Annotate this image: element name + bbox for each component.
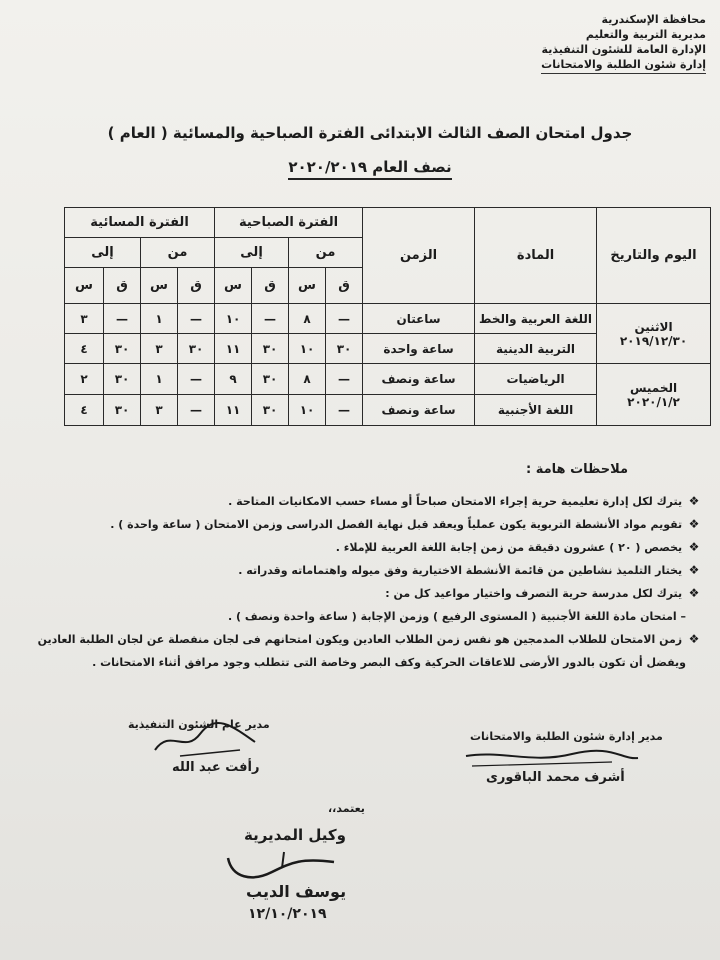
deputy-name: يوسف الديب xyxy=(246,882,347,901)
time-cell: ٣ xyxy=(141,395,178,426)
notes-list xyxy=(37,490,702,674)
time-cell: ٣٠ xyxy=(252,364,289,395)
time-cell: ٣٠ xyxy=(252,395,289,426)
time-cell: — xyxy=(326,395,363,426)
time-cell: ٣٠ xyxy=(104,364,141,395)
time-cell: ٣ xyxy=(65,304,104,334)
header-minute: ق xyxy=(104,268,141,304)
letterhead-line-4: إدارة شئون الطلبة والامتحانات xyxy=(541,57,706,74)
time-cell: ٣٠ xyxy=(104,395,141,426)
header-duration: الزمن xyxy=(363,208,475,304)
approval-label: يعتمد،، xyxy=(328,802,365,815)
time-cell: ٤ xyxy=(65,395,104,426)
time-cell: — xyxy=(178,364,215,395)
signature-date: ١٢/١٠/٢٠١٩ xyxy=(248,906,327,922)
list-item: ❖ زمن الامتحان للطلاب المدمجين هو نفس زمن الطلاب العادين ويكون امتحانهم فى لجان منفصلة عن لجان الطلبة العادين xyxy=(62,628,702,651)
list-item-continuation: ويفضل أن تكون بالدور الأرضى للاعاقات الحركية وكف البصر وخاصة التى تتطلب وجود مرافق أثناء الامتحانات . xyxy=(92,656,686,669)
left-signatory-name: رأفت عبد الله xyxy=(172,760,260,775)
list-item: ❖ يخصص ( ٢٠ ) عشرون دقيقة من زمن إجابة اللغة العربية للإملاء . xyxy=(62,536,702,559)
list-item: ❖ يترك لكل إدارة تعليمية حرية إجراء الامتحان صباحاً أو مساء حسب الامكانيات المتاحة . xyxy=(62,490,702,513)
diamond-bullet-icon: ❖ xyxy=(688,540,700,554)
subject-cell: اللغة الأجنبية xyxy=(475,395,597,426)
time-cell: ١١ xyxy=(215,395,252,426)
time-cell: ١٠ xyxy=(289,395,326,426)
date-label: ٢٠٢٠/١/٢ xyxy=(627,394,680,409)
right-signature-icon xyxy=(462,748,642,770)
left-signature-icon xyxy=(150,720,260,760)
time-cell: ٨ xyxy=(289,364,326,395)
letterhead-line-3: الإدارة العامة للشئون التنفيذية xyxy=(541,43,706,56)
time-cell: — xyxy=(326,304,363,334)
header-minute: ق xyxy=(178,268,215,304)
day-date-cell xyxy=(597,304,711,364)
header-hour: س xyxy=(141,268,178,304)
header-subject: المادة xyxy=(475,208,597,304)
date-label: ٢٠١٩/١٢/٣٠ xyxy=(619,333,688,348)
time-cell: ١ xyxy=(141,364,178,395)
left-signatory-title: مدير عام الشئون التنفيذية xyxy=(128,718,270,731)
subject-cell: اللغة العربية والخط xyxy=(475,304,597,334)
right-signatory-title: مدير إدارة شئون الطلبة والامتحانات xyxy=(470,730,663,743)
time-cell: — xyxy=(104,304,141,334)
letterhead-line-1: محافظة الإسكندرية xyxy=(601,13,706,26)
list-item: ❖ تقويم مواد الأنشطة التربوية يكون عملياً ويعقد قبل نهاية الفصل الدراسى وزمن الامتحان ( ساعة واحدة ) . xyxy=(62,513,702,536)
time-cell: — xyxy=(252,304,289,334)
diamond-bullet-icon: ❖ xyxy=(688,586,700,600)
subject-cell: الرياضيات xyxy=(475,364,597,395)
header-evening-from: من xyxy=(141,238,215,268)
header-hour: س xyxy=(65,268,104,304)
list-item-sub: – امتحان مادة اللغة الأجنبية ( المستوى الرفيع ) وزمن الإجابة ( ساعة واحدة ونصف ) . xyxy=(228,610,686,623)
document-subtitle: نصف العام ٢٠٢٠/٢٠١٩ xyxy=(250,158,490,176)
header-minute: ق xyxy=(252,268,289,304)
duration-cell: ساعة ونصف xyxy=(363,364,475,395)
diamond-bullet-icon: ❖ xyxy=(688,632,700,646)
notes-heading: ملاحظات هامة : xyxy=(526,462,628,477)
list-item: ❖ يختار التلميذ نشاطين من قائمة الأنشطة الاختيارية وفق ميوله واهتماماته وقدراته . xyxy=(62,559,702,582)
letterhead xyxy=(486,12,706,74)
time-cell: ١ xyxy=(141,304,178,334)
time-cell: — xyxy=(178,395,215,426)
table-row xyxy=(65,364,711,395)
duration-cell: ساعتان xyxy=(363,304,475,334)
list-item: ❖ يترك لكل مدرسة حرية التصرف واختيار مواعيد كل من : xyxy=(62,582,702,605)
table-header-row xyxy=(65,208,711,238)
header-morning-to: إلى xyxy=(215,238,289,268)
time-cell: ٣٠ xyxy=(252,334,289,364)
time-cell: ١٠ xyxy=(215,304,252,334)
diamond-bullet-icon: ❖ xyxy=(688,517,700,531)
diamond-bullet-icon: ❖ xyxy=(688,563,700,577)
duration-cell: ساعة واحدة xyxy=(363,334,475,364)
time-cell: ١٠ xyxy=(289,334,326,364)
document-title: جدول امتحان الصف الثالث الابتدائى الفترة الصباحية والمسائية ( العام ) xyxy=(107,124,633,142)
duration-cell: ساعة ونصف xyxy=(363,395,475,426)
time-cell: ٨ xyxy=(289,304,326,334)
day-label: الخميس xyxy=(629,380,678,395)
time-cell: ٣٠ xyxy=(104,334,141,364)
time-cell: — xyxy=(178,304,215,334)
time-cell: ٣ xyxy=(141,334,178,364)
header-minute: ق xyxy=(326,268,363,304)
subject-cell: التربية الدينية xyxy=(475,334,597,364)
header-hour: س xyxy=(215,268,252,304)
time-cell: ٣٠ xyxy=(178,334,215,364)
letterhead-line-2: مديرية التربية والتعليم xyxy=(585,28,706,41)
day-date-cell xyxy=(597,364,711,426)
header-morning-from: من xyxy=(289,238,363,268)
deputy-title: وكيل المديرية xyxy=(244,826,346,844)
time-cell: ١١ xyxy=(215,334,252,364)
diamond-bullet-icon: ❖ xyxy=(688,494,700,508)
header-day-date: اليوم والتاريخ xyxy=(597,208,711,304)
header-evening: الفترة المسائية xyxy=(65,208,215,238)
header-evening-to: إلى xyxy=(65,238,141,268)
day-label: الاثنين xyxy=(634,319,673,334)
time-cell: ٢ xyxy=(65,364,104,395)
header-hour: س xyxy=(289,268,326,304)
exam-schedule-table xyxy=(64,207,711,426)
table-row xyxy=(65,304,711,334)
time-cell: ٩ xyxy=(215,364,252,395)
header-morning: الفترة الصباحية xyxy=(215,208,363,238)
right-signatory-name: أشرف محمد الباقورى xyxy=(486,770,625,785)
time-cell: — xyxy=(326,364,363,395)
time-cell: ٣٠ xyxy=(326,334,363,364)
time-cell: ٤ xyxy=(65,334,104,364)
